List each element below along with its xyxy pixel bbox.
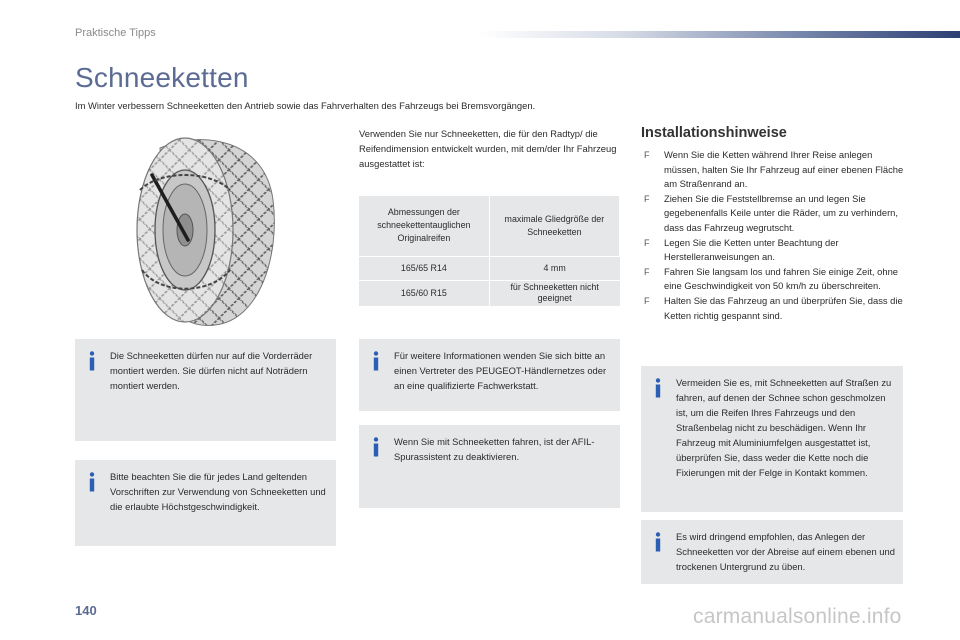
- info-box-front-wheels: [75, 339, 336, 441]
- list-item: [644, 236, 906, 265]
- step-text: Wenn Sie die Ketten während Ihrer Reise anlegen müssen, halten Sie Ihr Fahrzeug auf einer ebenen Fläche am Straßenrand an.: [664, 149, 904, 190]
- watermark: carmanualsonline.info: [693, 605, 902, 628]
- info-text: Bitte beachten Sie die für jedes Land geltenden Vorschriften zur Verwendung von Schneeketten und die erlaubte Höchstgeschwindigkeit.: [110, 471, 326, 512]
- installation-title: Installationshinweise: [641, 125, 787, 141]
- list-item: [644, 148, 906, 192]
- page-number: 140: [75, 603, 97, 618]
- table-cell-value: 4 mm: [489, 256, 619, 280]
- table-header-max-link: maximale Gliedgröße der Schneeketten: [489, 196, 619, 256]
- info-text: Die Schneeketten dürfen nur auf die Vorderräder montiert werden. Sie dürfen nicht auf Noträdern montiert werden.: [110, 350, 313, 391]
- info-icon: [653, 532, 663, 552]
- info-box-regulations: [75, 460, 336, 546]
- tire-dimension-table: [359, 196, 620, 306]
- installation-steps: [644, 148, 906, 323]
- table-row: [359, 280, 620, 306]
- list-item: [644, 294, 906, 323]
- table-header-dimensions: Abmessungen der schneekettentauglichen Originalreifen: [359, 196, 489, 256]
- info-icon: [371, 437, 381, 457]
- checkbox-icon: F: [644, 295, 650, 306]
- info-box-dealer: [359, 339, 620, 411]
- info-icon: [371, 351, 381, 371]
- info-text: Es wird dringend empfohlen, das Anlegen der Schneeketten vor der Abreise auf einem ebenen und trockenen Untergrund zu üben.: [676, 531, 895, 572]
- section-label: Praktische Tipps: [75, 27, 156, 39]
- info-icon: [87, 472, 97, 492]
- info-box-practice: [641, 520, 903, 584]
- step-text: Halten Sie das Fahrzeug an und überprüfen Sie, dass die Ketten richtig gespannt sind.: [664, 294, 903, 321]
- info-box-afil: [359, 425, 620, 508]
- chains-usage-text: Verwenden Sie nur Schneeketten, die für den Radtyp/ die Reifendimension entwickelt wurden, mit dem/der Ihr Fahrzeug ausgestattet ist:: [359, 128, 617, 169]
- info-text: Für weitere Informationen wenden Sie sich bitte an einen Vertreter des PEUGEOT-Händlernetzes oder an eine qualifizierte Fachwerkstatt.: [394, 350, 607, 391]
- info-box-melted-snow: [641, 366, 903, 512]
- step-text: Ziehen Sie die Feststellbremse an und legen Sie gegebenenfalls Keile unter die Räder, um zu verhindern, dass das Fahrzeug wegrutscht.: [664, 192, 899, 233]
- list-item: [644, 265, 906, 294]
- table-cell-value: für Schneeketten nicht geeignet: [489, 280, 619, 306]
- checkbox-icon: F: [644, 266, 650, 277]
- info-text: Vermeiden Sie es, mit Schneeketten auf Straßen zu fahren, auf denen der Schnee schon geschmolzen ist, um die Reifen Ihres Fahrzeugs und den Straßenbelag nicht zu beschädigen. Wenn Ihr Fahrzeug mit Aluminiumfelgen ausgestattet ist, überprüfen Sie, dass weder die Kette noch die Fixierungen mit der Felge in Kontakt kommen.: [676, 377, 892, 478]
- step-text: Legen Sie die Ketten unter Beachtung der Herstelleranweisungen an.: [664, 236, 839, 263]
- list-item: [644, 192, 906, 236]
- checkbox-icon: F: [644, 193, 650, 204]
- checkbox-icon: F: [644, 150, 650, 160]
- intro-text: Im Winter verbessern Schneeketten den Antrieb sowie das Fahrverhalten des Fahrzeugs bei Bremsvorgängen.: [75, 100, 536, 111]
- table-cell-tire: 165/65 R14: [359, 256, 489, 280]
- info-text: Wenn Sie mit Schneeketten fahren, ist der AFIL-Spurassistent zu deaktivieren.: [394, 436, 595, 462]
- page-title: Schneeketten: [75, 62, 249, 93]
- info-icon: [653, 378, 663, 398]
- table-row: [359, 256, 620, 280]
- table-cell-tire: 165/60 R15: [359, 280, 489, 306]
- header-bar: [480, 31, 960, 38]
- info-icon: [87, 351, 97, 371]
- checkbox-icon: F: [644, 237, 650, 248]
- step-text: Fahren Sie langsam los und fahren Sie einige Zeit, ohne eine Geschwindigkeit von 50 km/h zu überschreiten.: [664, 265, 898, 292]
- tire-with-snow-chain-illustration: [130, 130, 280, 330]
